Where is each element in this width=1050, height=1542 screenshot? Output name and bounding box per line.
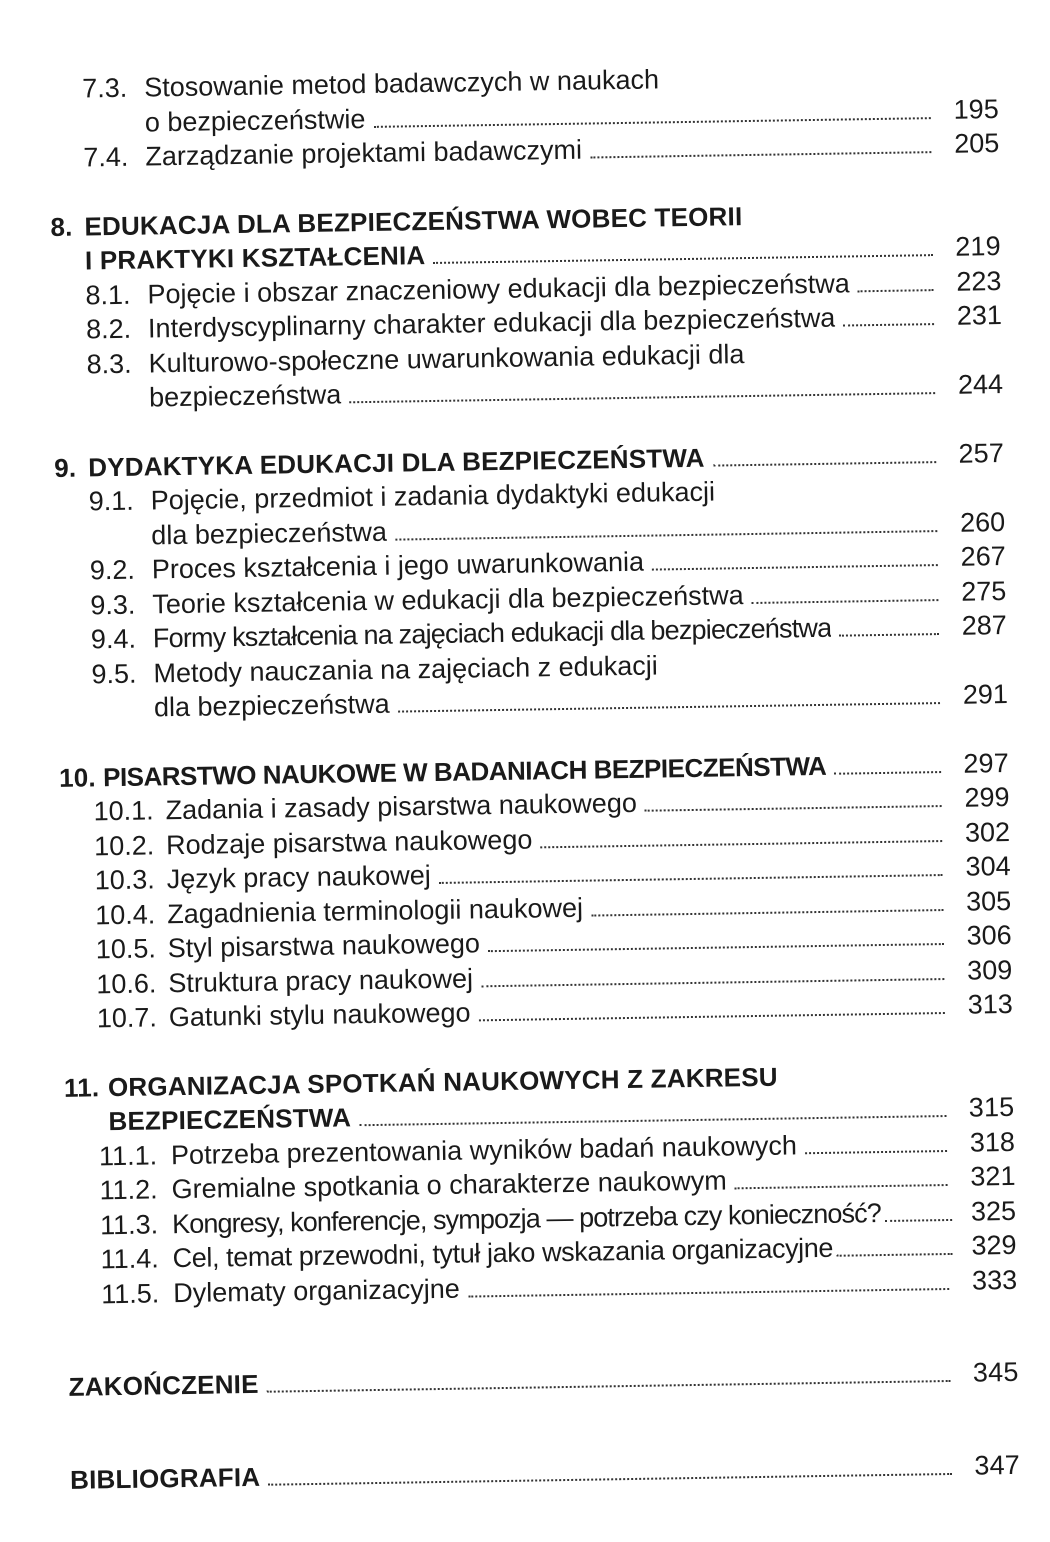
toc-page-number: 306 [966,919,1012,951]
toc-page-number: 287 [961,610,1008,641]
toc-page-number: 260 [959,506,1006,538]
dot-leader [468,1288,949,1298]
toc-page-number: 297 [963,747,1010,779]
toc-entry-number: 11.2. [99,1174,158,1206]
toc-chapter-title: ZAKOŃCZENIE [68,1368,259,1402]
toc-entry-title: Stosowanie metod badawczych w naukach [144,64,660,103]
toc-entry-title-cont: dla bezpieczeństwa [151,516,388,550]
dot-leader [805,1150,947,1154]
dot-leader [839,633,939,637]
dot-leader [645,805,942,812]
toc-entry-number: 7.4. [83,141,129,173]
toc-chapter-title-cont: BEZPIECZEŃSTWA [108,1102,352,1137]
dot-leader [834,771,941,775]
dot-leader [735,1184,948,1189]
dot-leader [398,702,940,713]
dot-leader [652,564,938,570]
dot-leader [843,323,934,326]
toc-chapter-number: 8. [50,211,73,242]
toc-entry-number: 10.7. [96,1002,158,1034]
toc-page-number: 267 [960,541,1006,572]
dot-leader [374,117,931,128]
toc-entry-title: Zadania i zasady pisarstwa naukowego [165,787,638,826]
toc-entry-number: 9.1. [88,485,135,517]
toc-entry-number: 8.2. [85,313,132,345]
toc-entry-number: 10.6. [96,967,157,999]
toc-page-number: 195 [953,93,999,125]
toc-entry-title: Gatunki stylu naukowego [168,997,471,1033]
toc-entry-number: 7.3. [82,72,128,104]
toc-page-number: 345 [972,1356,1019,1388]
toc-entry-title: Gremialne spotkania o charakterze naukowym [171,1165,728,1205]
toc-entry-title: Dylematy organizacyjne [172,1273,461,1308]
toc-entry-number: 9.4. [90,623,137,655]
toc-page-number: 318 [969,1126,1016,1158]
toc-chapter-title: ORGANIZACJA SPOTKAŃ NAUKOWYCH Z ZAKRESU [107,1061,778,1102]
toc-page-number: 333 [971,1264,1018,1296]
toc-entry-number: 10.3. [94,864,155,896]
dot-leader [439,874,943,884]
dot-leader [359,1115,946,1126]
toc-chapter-title-cont: I PRAKTYKI KSZTAŁCENIA [84,240,426,276]
toc-page-number: 329 [971,1229,1017,1261]
toc-entry-title: Rodzaje pisarstwa naukowego [165,823,533,860]
toc-entry-title: Kongresy, konferencje, sympozja — potrzeba czy konieczność? [171,1197,882,1239]
toc-entry-number: 10.1. [93,795,154,827]
dot-leader [885,1219,952,1222]
dot-leader [858,289,934,292]
dot-leader [488,943,944,952]
toc-entry-title: Formy kształcenia na zajęciach edukacji dla bezpieczeństwa [152,612,832,654]
toc-page-number: 291 [962,679,1009,710]
toc-page-number: 219 [954,231,1002,262]
toc-entry-number: 8.3. [86,348,132,379]
toc-page-number: 275 [960,575,1007,607]
toc-page-number: 205 [953,128,1000,159]
dot-leader [268,1473,952,1486]
toc-entry-number: 11.5. [100,1277,160,1309]
toc-page-number: 347 [974,1449,1021,1481]
toc-page-number: 244 [957,369,1004,400]
toc-entry-title: Styl pisarstwa naukowego [167,928,481,964]
toc-page-number: 305 [965,885,1012,917]
toc-entry-title-cont: o bezpieczeństwie [144,103,366,137]
dot-leader [267,1380,951,1393]
toc-entry-title-cont: dla bezpieczeństwa [153,688,390,723]
toc-chapter-number: 10. [58,761,97,793]
toc-entry-title: Proces kształcenia i jego uwarunkowania [151,546,645,585]
toc-page-number: 257 [958,437,1005,469]
toc-chapter-number: 9. [53,452,77,483]
toc-entry-title: Zarządzanie projektami badawczymi [145,134,583,172]
toc-entry-title: Pojęcie i obszar znaczeniowy edukacji dla bezpieczeństwa [147,267,851,309]
toc-chapter-number: 11. [63,1071,100,1103]
toc-entry-title: Teorie kształcenia w edukacji dla bezpieczeństwa [152,579,744,619]
toc-page-number: 231 [956,300,1003,331]
toc-entry-number: 9.5. [91,658,137,689]
toc-entry-title: Zagadnienia terminologii naukowej [167,892,584,929]
toc-entry-title: Struktura pracy naukowej [168,962,474,998]
dot-leader [479,1012,945,1021]
table-of-contents [48,57,1020,1497]
toc-page-number: 299 [964,781,1010,813]
toc-entry-number: 10.4. [95,898,156,930]
toc-entry-title: Metody nauczania na zajęciach z edukacji [153,649,658,688]
dot-leader [434,254,933,264]
toc-entry-number: 8.1. [85,279,131,310]
toc-entry-title: Kulturowo-społeczne uwarunkowania edukacji dla [148,338,745,378]
dot-leader [591,909,943,917]
toc-entry-number: 10.2. [93,829,155,861]
toc-entry-title: Potrzeba prezentowania wyników badań naukowych [170,1129,798,1170]
toc-page-number: 302 [964,816,1011,848]
dot-leader [590,151,931,158]
toc-page-number: 223 [956,265,1002,297]
toc-entry-number: 11.3. [99,1208,159,1240]
dot-leader [395,530,937,541]
toc-page-number: 309 [966,954,1013,986]
dot-leader [752,599,939,604]
toc-page-number: 315 [968,1091,1015,1123]
toc-entry-title-cont: bezpieczeństwa [148,379,342,413]
toc-entry-title: Cel, temat przewodni, tytuł jako wskazania organizacyjne [172,1232,834,1274]
dot-leader [713,461,937,467]
toc-entry-number: 9.2. [89,554,136,586]
toc-page-number: 325 [970,1195,1017,1227]
toc-chapter-title: PISARSTWO NAUKOWE W BADANIACH BEZPIECZEŃSTWA [102,750,827,792]
dot-leader [837,1253,953,1257]
toc-entry-title: Interdyscyplinarny charakter edukacji dla bezpieczeństwa [147,302,836,344]
toc-page-number: 304 [965,850,1011,882]
toc-chapter-title: BIBLIOGRAFIA [69,1461,261,1495]
toc-page-number: 321 [970,1160,1016,1192]
toc-entry-number: 11.4. [100,1243,159,1275]
toc-chapter-title: DYDAKTYKA EDUKACJI DLA BEZPIECZEŃSTWA [87,442,705,482]
toc-entry-number: 10.5. [95,933,157,965]
toc-page-number: 313 [967,988,1013,1020]
dot-leader [349,392,935,403]
toc-chapter-title: EDUKACJA DLA BEZPIECZEŃSTWA WOBEC TEORII [84,200,743,241]
toc-entry-title: Pojęcie, przedmiot i zadania dydaktyki edukacji [150,476,716,516]
toc-entry-number: 11.1. [98,1139,158,1171]
toc-entry-title: Język pracy naukowej [166,860,432,895]
dot-leader [481,978,944,987]
toc-entry-number: 9.3. [90,589,136,620]
dot-leader [540,840,942,848]
